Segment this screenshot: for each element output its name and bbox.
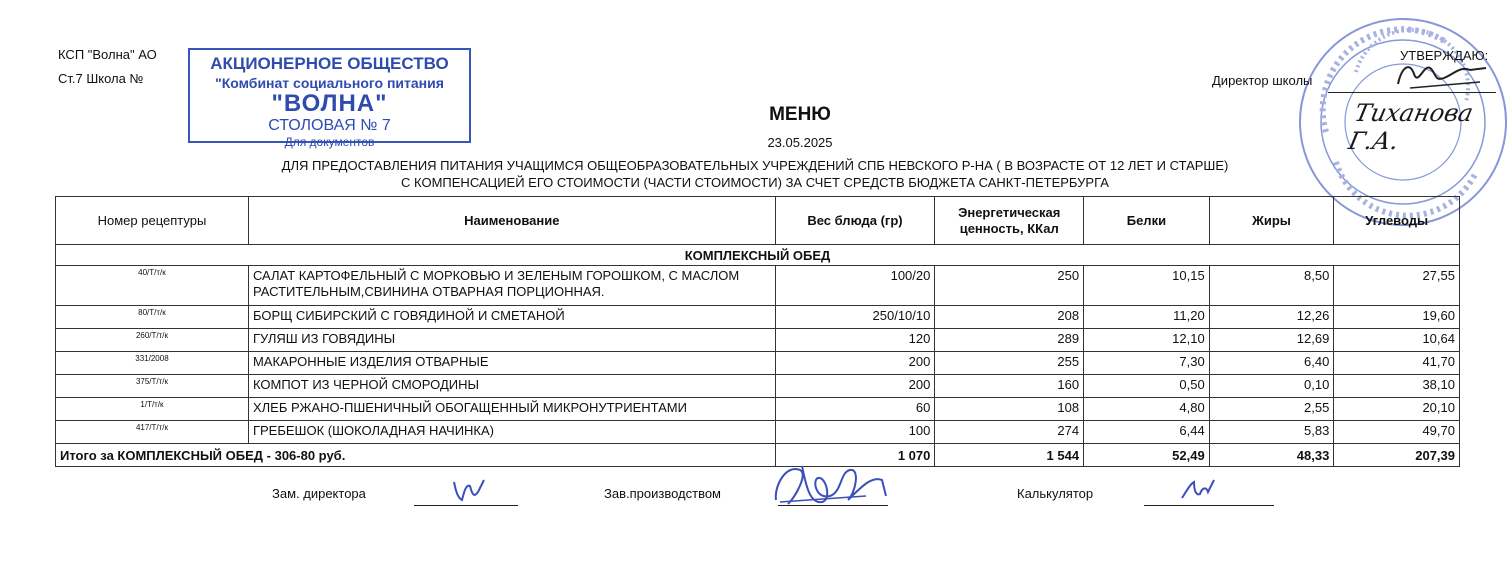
header-protein: Белки [1084, 197, 1210, 245]
approver-name: Тиханова Г.А. [1346, 99, 1476, 155]
dish-carbs: 41,70 [1334, 352, 1460, 375]
deputy-director-label: Зам. директора [272, 486, 366, 501]
recipe-number: 331/2008 [56, 352, 249, 375]
dish-name: МАКАРОННЫЕ ИЗДЕЛИЯ ОТВАРНЫЕ [248, 352, 775, 375]
header-energy: Энергетическая ценность, ККал [935, 197, 1084, 245]
dish-protein: 6,44 [1084, 421, 1210, 444]
dish-name: БОРЩ СИБИРСКИЙ С ГОВЯДИНОЙ И СМЕТАНОЙ [248, 306, 775, 329]
dish-name: ГРЕБЕШОК (ШОКОЛАДНАЯ НАЧИНКА) [248, 421, 775, 444]
dish-carbs: 10,64 [1334, 329, 1460, 352]
recipe-number: 417/Т/т/к [56, 421, 249, 444]
approve-label: УТВЕРЖДАЮ: [1400, 48, 1489, 63]
dish-weight: 200 [775, 375, 935, 398]
table-row [56, 375, 1460, 398]
deputy-signature-icon [450, 474, 490, 504]
dish-fat: 6,40 [1209, 352, 1334, 375]
total-label: Итого за КОМПЛЕКСНЫЙ ОБЕД - 306-80 руб. [56, 444, 776, 467]
dish-fat: 0,10 [1209, 375, 1334, 398]
dish-energy: 255 [935, 352, 1084, 375]
dish-energy: 289 [935, 329, 1084, 352]
dish-carbs: 38,10 [1334, 375, 1460, 398]
dish-carbs: 49,70 [1334, 421, 1460, 444]
recipe-number: 260/Т/т/к [56, 329, 249, 352]
dish-weight: 120 [775, 329, 935, 352]
recipe-number: 40/Т/т/к [56, 266, 249, 306]
dish-energy: 274 [935, 421, 1084, 444]
stamp-line-5: Для документов [284, 135, 375, 149]
stamp-line-4: СТОЛОВАЯ № 7 [268, 117, 391, 134]
dish-weight: 100 [775, 421, 935, 444]
dish-protein: 0,50 [1084, 375, 1210, 398]
calculator-label: Калькулятор [1017, 486, 1094, 501]
dish-carbs: 27,55 [1334, 266, 1460, 306]
deputy-signature-line [414, 505, 518, 506]
production-head-label: Зав.производством [604, 486, 721, 501]
table-row [56, 306, 1460, 329]
dish-fat: 2,55 [1209, 398, 1334, 421]
dish-name: ГУЛЯШ ИЗ ГОВЯДИНЫ [248, 329, 775, 352]
dish-carbs: 19,60 [1334, 306, 1460, 329]
dish-name: ХЛЕБ РЖАНО-ПШЕНИЧНЫЙ ОБОГАЩЕННЫЙ МИКРОНУТРИЕНТАМИ [248, 398, 775, 421]
dish-fat: 12,69 [1209, 329, 1334, 352]
total-fat: 48,33 [1209, 444, 1334, 467]
header-weight: Вес блюда (гр) [775, 197, 935, 245]
stamp-line-3: "ВОЛНА" [271, 90, 388, 117]
table-row [56, 398, 1460, 421]
total-weight: 1 070 [775, 444, 935, 467]
header-name: Наименование [248, 197, 775, 245]
org-name: КСП "Волна" АО [58, 47, 157, 62]
header-carbs: Углеводы [1334, 197, 1460, 245]
recipe-number: 80/Т/т/к [56, 306, 249, 329]
header-recipe: Номер рецептуры [56, 197, 249, 245]
total-energy: 1 544 [935, 444, 1084, 467]
director-label: Директор школы [1212, 73, 1313, 88]
recipe-number: 1/Т/т/к [56, 398, 249, 421]
dish-protein: 11,20 [1084, 306, 1210, 329]
menu-date: 23.05.2025 [767, 135, 833, 150]
calculator-signature-icon [1178, 476, 1218, 502]
menu-table [55, 196, 1460, 467]
dish-fat: 8,50 [1209, 266, 1334, 306]
dish-protein: 4,80 [1084, 398, 1210, 421]
table-row [56, 352, 1460, 375]
organization-stamp [188, 48, 471, 149]
dish-weight: 200 [775, 352, 935, 375]
section-row [56, 245, 1460, 266]
dish-carbs: 20,10 [1334, 398, 1460, 421]
director-signature-icon [1390, 56, 1490, 96]
table-row [56, 421, 1460, 444]
stamp-line-1: АКЦИОНЕРНОЕ ОБЩЕСТВО [210, 54, 449, 73]
table-row [56, 266, 1460, 306]
dish-protein: 10,15 [1084, 266, 1210, 306]
calculator-signature-line [1144, 505, 1274, 506]
subtitle-line-2: С КОМПЕНСАЦИЕЙ ЕГО СТОИМОСТИ (ЧАСТИ СТОИМОСТИ) ЗА СЧЕТ СРЕДСТВ БЮДЖЕТА САНКТ-ПЕТЕРБУРГА [401, 175, 1109, 190]
dish-energy: 108 [935, 398, 1084, 421]
recipe-number: 375/Т/т/к [56, 375, 249, 398]
dish-weight: 60 [775, 398, 935, 421]
dish-name: САЛАТ КАРТОФЕЛЬНЫЙ С МОРКОВЬЮ И ЗЕЛЕНЫМ ГОРОШКОМ, С МАСЛОМ РАСТИТЕЛЬНЫМ,СВИНИНА ОТВАРНАЯ ПОРЦИОННАЯ. [248, 266, 775, 306]
total-carbs: 207,39 [1334, 444, 1460, 467]
dish-energy: 250 [935, 266, 1084, 306]
total-protein: 52,49 [1084, 444, 1210, 467]
dish-fat: 12,26 [1209, 306, 1334, 329]
dish-energy: 208 [935, 306, 1084, 329]
dish-weight: 250/10/10 [775, 306, 935, 329]
dish-energy: 160 [935, 375, 1084, 398]
table-header-row [56, 197, 1460, 245]
subtitle-line-1: ДЛЯ ПРЕДОСТАВЛЕНИЯ ПИТАНИЯ УЧАЩИМСЯ ОБЩЕОБРАЗОВАТЕЛЬНЫХ УЧРЕЖДЕНИЙ СПБ НЕВСКОГО Р-НА ( В ВОЗРАСТЕ ОТ 12 ЛЕТ И СТАРШЕ) [281, 158, 1229, 173]
header-fat: Жиры [1209, 197, 1334, 245]
org-unit: Ст.7 Школа № [58, 71, 144, 86]
dish-weight: 100/20 [775, 266, 935, 306]
section-title: КОМПЛЕКСНЫЙ ОБЕД [56, 245, 1460, 266]
page-title: МЕНЮ [769, 104, 831, 125]
production-signature-icon [766, 456, 896, 512]
dish-protein: 7,30 [1084, 352, 1210, 375]
dish-fat: 5,83 [1209, 421, 1334, 444]
table-row [56, 329, 1460, 352]
dish-name: КОМПОТ ИЗ ЧЕРНОЙ СМОРОДИНЫ [248, 375, 775, 398]
total-row [56, 444, 1460, 467]
stamp-line-2: "Комбинат социального питания [215, 75, 444, 91]
dish-protein: 12,10 [1084, 329, 1210, 352]
